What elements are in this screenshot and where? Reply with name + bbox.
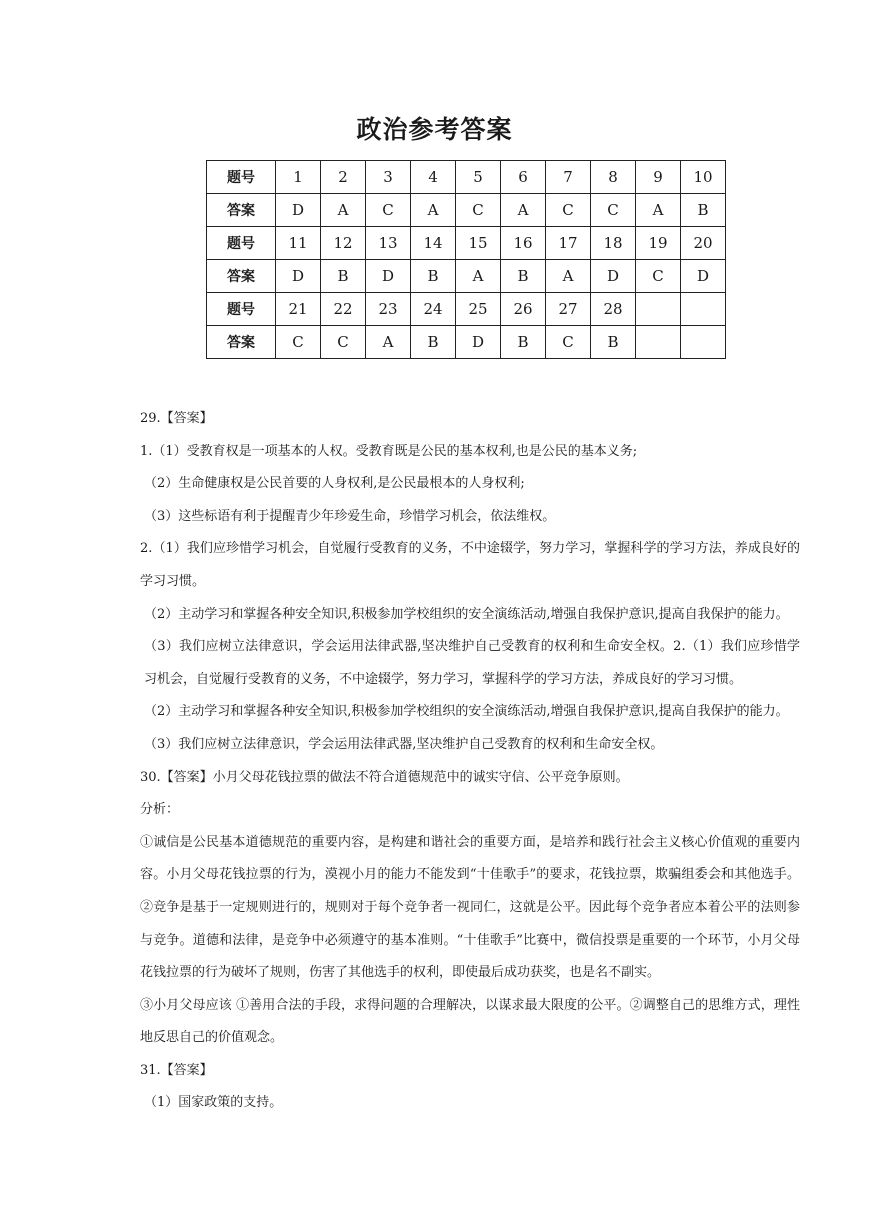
table-cell: 15 [456, 227, 501, 260]
table-cell [636, 326, 681, 359]
table-cell: A [546, 260, 591, 293]
table-cell: 4 [411, 161, 456, 194]
answer-paragraph: （3）我们应树立法律意识，学会运用法律武器,坚决维护自己受教育的权利和生命安全权。2.（1）我们应珍惜学习机会，自觉履行受教育的义务，不中途辍学，努力学习，掌握科学的学习方法，养成良好的学习习惯。 [144, 639, 800, 687]
table-cell: C [546, 326, 591, 359]
row-header: 答案 [207, 326, 276, 359]
table-cell: B [501, 260, 546, 293]
table-cell: C [321, 326, 366, 359]
table-cell: 20 [681, 227, 726, 260]
table-row [207, 227, 726, 260]
table-cell: A [411, 194, 456, 227]
answer-line: （3）我们应树立法律意识，学会运用法律武器,坚决维护自己受教育的权利和生命安全权。 [144, 736, 664, 752]
table-cell: A [456, 260, 501, 293]
q29-heading: 29.【答案】 [140, 411, 213, 426]
analysis-paragraph: ①诚信是公民基本道德规范的重要内容，是构建和谐社会的重要方面，是培养和践行社会主义核心价值观的重要内容。小月父母花钱拉票的行为，漠视小月的能力不能发到“十佳歌手”的要求，花钱拉票，欺骗组委会和其他选手。②竞争是基于一定规则进行的，规则对于每个竞争者一视同仁，这就是公平。因此每个竞争者应本着公平的法则参与竞争。道德和法律，是竞争中必须遵守的基本准则。“十佳歌手”比赛中，微信投票是重要的一个环节，小月父母花钱拉票的行为破坏了规则，伤害了其他选手的权利，即使最后成功获奖，也是名不副实。 [140, 834, 800, 981]
table-cell: B [591, 326, 636, 359]
table-cell: 11 [276, 227, 321, 260]
answer-line: （2）生命健康权是公民首要的人身权利,是公民最根本的人身权利; [144, 476, 525, 492]
table-cell: 14 [411, 227, 456, 260]
table-cell: 26 [501, 293, 546, 326]
table-cell [681, 293, 726, 326]
table-cell: 19 [636, 227, 681, 260]
table-cell: 12 [321, 227, 366, 260]
table-cell: C [546, 194, 591, 227]
table-cell: 10 [681, 161, 726, 194]
table-cell: 25 [456, 293, 501, 326]
table-cell: A [636, 194, 681, 227]
answer-body [140, 403, 800, 1120]
q31-heading: 31.【答案】 [140, 1062, 213, 1078]
table-cell [681, 326, 726, 359]
table-cell: 8 [591, 161, 636, 194]
answer-line: （2）主动学习和掌握各种安全知识,积极参加学校组织的安全演练活动,增强自我保护意识,提高自我保护的能力。 [144, 704, 789, 720]
table-cell: C [636, 260, 681, 293]
table-cell [636, 293, 681, 326]
row-header: 题号 [207, 161, 276, 194]
table-cell: D [591, 260, 636, 293]
row-header: 题号 [207, 227, 276, 260]
table-cell: 17 [546, 227, 591, 260]
table-row [207, 194, 726, 227]
table-cell: A [321, 194, 366, 227]
table-cell: B [681, 194, 726, 227]
table-cell: 27 [546, 293, 591, 326]
table-cell: C [456, 194, 501, 227]
table-row [207, 161, 726, 194]
table-cell: A [366, 326, 411, 359]
table-cell: B [501, 326, 546, 359]
q30-answer: 30.【答案】小月父母花钱拉票的做法不符合道德规范中的诚实守信、公平竞争原则。 [140, 769, 629, 785]
answer-line: （3）这些标语有利于提醒青少年珍爱生命，珍惜学习机会，依法维权。 [144, 508, 556, 524]
table-cell: 9 [636, 161, 681, 194]
table-cell: 13 [366, 227, 411, 260]
table-cell: B [411, 326, 456, 359]
table-cell: D [681, 260, 726, 293]
table-cell: 18 [591, 227, 636, 260]
table-cell: C [276, 326, 321, 359]
answer-line: （2）主动学习和掌握各种安全知识,积极参加学校组织的安全演练活动,增强自我保护意识,提高自我保护的能力。 [144, 606, 789, 622]
table-cell: 7 [546, 161, 591, 194]
table-cell: 22 [321, 293, 366, 326]
row-header: 答案 [207, 194, 276, 227]
row-header: 答案 [207, 260, 276, 293]
table-cell: 2 [321, 161, 366, 194]
table-row [207, 326, 726, 359]
table-cell: 28 [591, 293, 636, 326]
analysis-heading: 分析： [140, 802, 180, 818]
table-cell: 3 [366, 161, 411, 194]
table-cell: 24 [411, 293, 456, 326]
table-row [207, 260, 726, 293]
answer-table [206, 160, 726, 359]
page-title: 政治参考答案 [356, 115, 513, 144]
answer-line: （1）国家政策的支持。 [144, 1095, 283, 1111]
table-cell: 6 [501, 161, 546, 194]
row-header: 题号 [207, 293, 276, 326]
table-cell: A [501, 194, 546, 227]
table-cell: C [591, 194, 636, 227]
table-cell: 21 [276, 293, 321, 326]
table-cell: B [411, 260, 456, 293]
table-cell: C [366, 194, 411, 227]
table-cell: B [321, 260, 366, 293]
table-cell: D [276, 194, 321, 227]
analysis-paragraph: ③小月父母应该 ①善用合法的手段，求得问题的合理解决，以谋求最大限度的公平。②调整自己的思维方式，理性地反思自己的价值观念。 [140, 997, 800, 1046]
table-row [207, 293, 726, 326]
answer-paragraph: 2.（1）我们应珍惜学习机会，自觉履行受教育的义务，不中途辍学，努力学习，掌握科学的学习方法，养成良好的学习习惯。 [140, 541, 800, 589]
answer-line: 1.（1）受教育权是一项基本的人权。受教育既是公民的基本权利,也是公民的基本义务; [140, 443, 638, 459]
table-cell: 1 [276, 161, 321, 194]
table-cell: D [366, 260, 411, 293]
table-cell: D [456, 326, 501, 359]
table-cell: 5 [456, 161, 501, 194]
table-cell: 23 [366, 293, 411, 326]
table-cell: D [276, 260, 321, 293]
table-cell: 16 [501, 227, 546, 260]
